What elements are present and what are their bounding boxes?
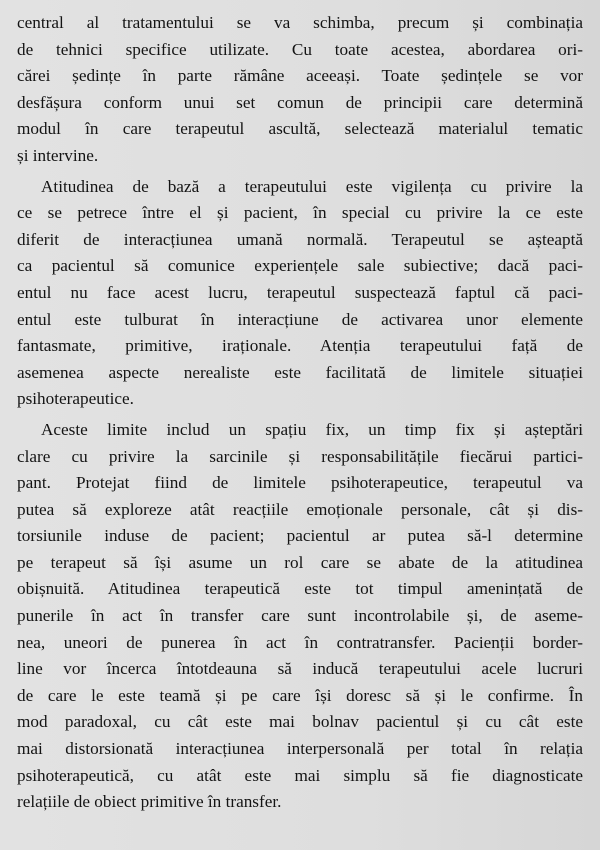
text-line: obișnuită. Atitudinea terapeutică este tot timpul amenințată de <box>17 579 583 599</box>
paragraph-1 <box>17 10 583 170</box>
text-line: line vor încerca întotdeauna să inducă terapeutului acele lucruri <box>17 659 583 679</box>
text-line: cărei ședințe în parte rămâne aceeași. Toate ședințele se vor <box>17 66 583 86</box>
text-line: punerile în act în transfer care sunt incontrolabile și, de aseme- <box>17 606 583 626</box>
text-line: și intervine. <box>17 145 99 165</box>
text-line: ca pacientul să comunice experiențele sale subiective; dacă paci- <box>17 256 583 276</box>
text-line: pant. Protejat fiind de limitele psihoterapeutice, terapeutul va <box>17 473 583 493</box>
text-line: pe terapeut să își asume un rol care se abate de la atitudinea <box>17 552 583 572</box>
text-line: asemenea aspecte nerealiste este facilitată de limitele situației <box>17 362 583 382</box>
text-line: entul este tulburat în interacțiune de activarea unor elemente <box>17 309 583 329</box>
text-line: de care le este teamă și pe care își doresc să și le confirme. În <box>17 685 583 705</box>
paragraph-3 <box>17 417 583 816</box>
paragraph-2 <box>17 174 583 413</box>
text-line: mod paradoxal, cu cât este mai bolnav pacientul și cu cât este <box>17 712 583 732</box>
text-line: nea, uneori de punerea în act în contratransfer. Pacienții border- <box>17 632 583 652</box>
text-line: entul nu face acest lucru, terapeutul suspectează faptul că paci- <box>17 282 583 302</box>
text-line: putea să exploreze atât reacțiile emoționale personale, cât și dis- <box>17 499 583 519</box>
text-line: desfășura conform unui set comun de principii care determină <box>17 92 583 112</box>
body-text <box>17 10 583 816</box>
text-line: diferit de interacțiunea umană normală. Terapeutul se așteaptă <box>17 229 583 249</box>
text-line: de tehnici specifice utilizate. Cu toate acestea, abordarea ori- <box>17 39 583 59</box>
text-line: central al tratamentului se va schimba, precum și combinația <box>17 13 583 32</box>
text-line: Atitudinea de bază a terapeutului este vigilența cu privire la <box>41 176 583 196</box>
text-line: clare cu privire la sarcinile și responsabilitățile fiecărui partici- <box>17 446 583 466</box>
text-line: modul în care terapeutul ascultă, selectează materialul tematic <box>17 119 583 139</box>
text-line: psihoterapeutică, cu atât este mai simplu să fie diagnosticate <box>17 765 583 785</box>
text-line: psihoterapeutice. <box>17 389 134 409</box>
text-line: torsiunile induse de pacient; pacientul ar putea să-l determine <box>17 526 583 546</box>
text-line: Aceste limite includ un spațiu fix, un timp fix și așteptări <box>41 419 583 439</box>
text-line: relațiile de obiect primitive în transfer. <box>17 792 282 812</box>
text-line: mai distorsionată interacțiunea interpersonală per total în relația <box>17 739 583 759</box>
text-line: ce se petrece între el și pacient, în special cu privire la ce este <box>17 203 583 223</box>
text-line: fantasmate, primitive, iraționale. Atenția terapeutului față de <box>17 336 583 356</box>
